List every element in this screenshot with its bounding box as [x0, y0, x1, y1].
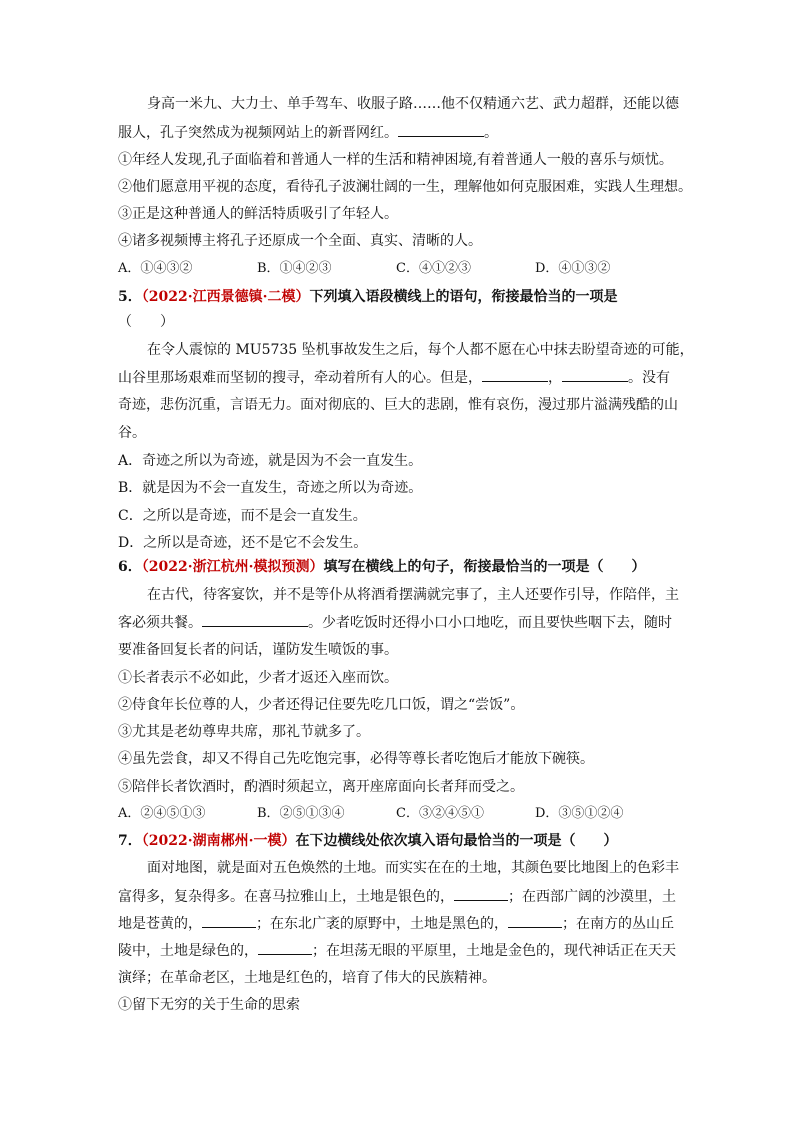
option-a: A．①④③②: [118, 261, 193, 276]
q6-item-1: ①长者表示不必如此，少者才返还入座而饮。: [118, 670, 398, 686]
q5-option-b: B．就是因为不会一直发生，奇迹之所以为奇迹。: [118, 480, 423, 496]
q5-source: （2022·江西景德镇·二模）: [141, 289, 310, 305]
q7-header: 7．（2022·湖南郴州·一模）在下边横线处依次填入语句最恰当的一项是（ ）: [118, 833, 618, 849]
q4-item-3: ③正是这种普通人的鲜活特质吸引了年轻人。: [118, 206, 398, 222]
q4-passage-line-1: 身高一米九、大力士、单手驾车、收服子路……他不仅精通六艺、武力超群，还能以德: [147, 96, 679, 112]
q6-passage-line-3: 要准备回复长者的问话，谨防发生喷饭的事。: [118, 642, 398, 658]
answer-blank: [454, 886, 508, 901]
option-b: B．①④②③: [257, 261, 332, 276]
q6-item-3: ③尤其是老幼尊卑共席，那礼节就多了。: [118, 724, 370, 740]
q7-item-1: ①留下无穷的关于生命的思索: [118, 997, 300, 1013]
q7-passage-line-1: 面对地图，就是面对五色焕然的土地。而实实在在的土地，其颜色要比地图上的色彩丰: [147, 860, 679, 876]
q7-passage-line-5: 演绎；在革命老区，土地是红色的，培育了伟大的民族精神。: [118, 970, 496, 986]
q6-source: （2022·浙江杭州·模拟预测）: [141, 559, 324, 575]
answer-blank: [508, 913, 562, 928]
answer-blank: [398, 122, 484, 137]
answer-blank: [202, 612, 308, 627]
q5-option-c: C．之所以是奇迹，而不是会一直发生。: [118, 508, 367, 524]
q5-passage-line-3: 奇迹，悲伤沉重，言语无力。面对彻底的、巨大的悲剧，惟有哀伤，漫过那片溢满残酷的山: [118, 397, 678, 413]
option-a: A．②④⑤①③: [118, 806, 206, 821]
q6-header: 6．（2022·浙江杭州·模拟预测）填写在横线上的句子，衔接最恰当的一项是（ ）: [118, 559, 646, 575]
option-c: C．④①②③: [396, 261, 471, 276]
answer-blank: [202, 913, 256, 928]
q5-passage-line-1: 在令人震惊的 MU5735 坠机事故发生之后，每个人都不愿在心中抹去盼望奇迹的可能，: [147, 342, 694, 358]
q4-item-1: ①年经人发现,孔子面临着和普通人一样的生活和精神困境,有着普通人一般的喜乐与烦忧。: [118, 152, 673, 168]
q6-item-4: ④虽先尝食，却又不得自己先吃饱完事，必得等尊长者吃饱后才能放下碗筷。: [118, 751, 594, 767]
q6-item-2: ②侍食年长位尊的人，少者还得记住要先吃几口饭，谓之“尝饭”。: [118, 697, 525, 713]
option-d: D．③⑤①②④: [535, 806, 624, 821]
answer-blank: [258, 940, 312, 955]
q5-header: 5．（2022·江西景德镇·二模）下列填入语段横线上的语句，衔接最恰当的一项是: [118, 289, 618, 305]
q4-item-2: ②他们愿意用平视的态度，看待孔子波澜壮阔的一生，理解他如何克服困难，实践人生理想。: [118, 179, 692, 195]
option-c: C．③②④⑤①: [396, 806, 484, 821]
option-b: B．②⑤①③④: [257, 806, 345, 821]
q5-option-a: A．奇迹之所以为奇迹，就是因为不会一直发生。: [118, 453, 423, 469]
q6-passage-line-2: 客必须共餐。 。少者吃饭时还得小口小口地吃，而且要快些咽下去，随时: [118, 612, 678, 633]
q5-passage-line-4: 谷。: [118, 425, 146, 441]
q7-passage-line-2: 富得多，复杂得多。在喜马拉雅山上，土地是银色的， ；在西部广阔的沙漠里，土: [118, 886, 678, 907]
q5-passage-line-2: 山谷里那场艰难而坚韧的搜寻，牵动着所有人的心。但是， ， 。没有: [118, 367, 678, 388]
q7-source: （2022·湖南郴州·一模）: [141, 833, 296, 849]
answer-blank: [482, 367, 548, 382]
option-d: D．④①③②: [535, 261, 611, 276]
q7-passage-line-4: 陵中，土地是绿色的， ；在坦荡无眼的平原里，土地是金色的，现代神话正在天天: [118, 940, 678, 961]
q4-item-4: ④诸多视频博主将孔子还原成一个全面、真实、清晰的人。: [118, 233, 482, 249]
q6-passage-line-1: 在古代，待客宴饮，并不是等仆从将酒肴摆满就完事了，主人还要作引导，作陪伴，主: [147, 587, 679, 603]
q4-passage-line-2: 服人，孔子突然成为视频网站上的新晋网红。 。: [118, 122, 678, 143]
answer-blank: [562, 367, 628, 382]
q6-item-5: ⑤陪伴长者饮酒时，酌酒时须起立，离开座席面向长者拜而受之。: [118, 779, 524, 795]
q5-answer-paren: （ ）: [118, 314, 174, 330]
q7-passage-line-3: 地是苍黄的， ；在东北广袤的原野中，土地是黑色的， ；在南方的丛山丘: [118, 913, 678, 934]
q5-option-d: D．之所以是奇迹，还不是它不会发生。: [118, 535, 368, 551]
